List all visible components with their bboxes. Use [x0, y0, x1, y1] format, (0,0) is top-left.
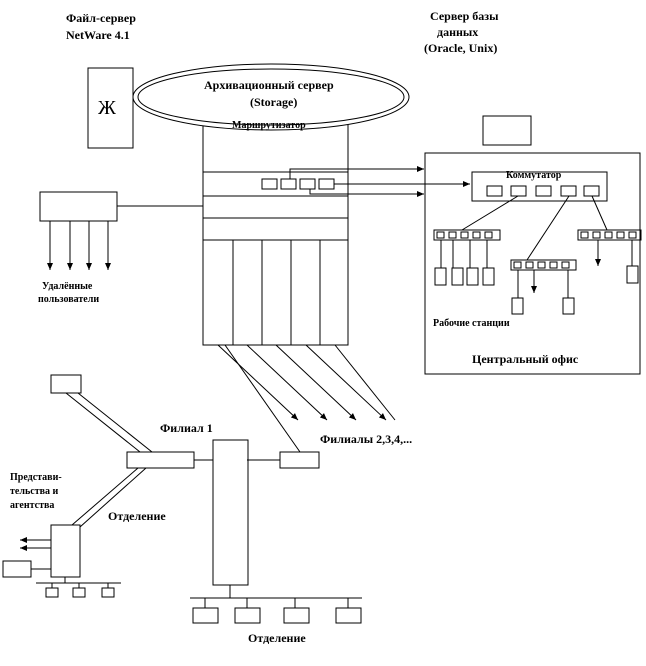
switch-label: Коммутатор — [506, 170, 562, 181]
remote-users-label-1: Удалённые — [42, 281, 93, 292]
representatives-label-2: тельства и — [10, 486, 59, 497]
branch1-label: Филиал 1 — [160, 421, 213, 435]
file-server-label: Файл-сервер — [66, 11, 136, 25]
archive-server-label: Архивационный сервер — [204, 78, 334, 92]
branch-tower — [213, 440, 248, 585]
db-server-label-3: (Oracle, Unix) — [424, 41, 498, 55]
router-label: Маршрутизатор — [232, 120, 306, 131]
remote-users-box — [40, 192, 117, 221]
central-office-label: Центральный офис — [472, 352, 579, 366]
workstations-label: Рабочие станции — [433, 318, 510, 329]
representatives-label-1: Представи- — [10, 472, 62, 483]
db-server-box — [483, 116, 531, 145]
branch1-box — [127, 452, 194, 468]
router-tower — [203, 112, 348, 345]
remote-users-label-2: пользователи — [38, 294, 100, 305]
db-server-label-2: данных — [437, 25, 479, 39]
branches-label: Филиалы 2,3,4,... — [320, 432, 413, 446]
file-server-version: NetWare 4.1 — [66, 28, 130, 42]
db-server-label-1: Сервер базы — [430, 9, 499, 23]
archive-server-storage: (Storage) — [250, 95, 298, 109]
zh-letter: Ж — [98, 97, 116, 119]
left-department-box — [51, 525, 80, 577]
department-bottom-label: Отделение — [248, 631, 306, 645]
department-left-label: Отделение — [108, 509, 166, 523]
representatives-label-3: агентства — [10, 500, 55, 511]
